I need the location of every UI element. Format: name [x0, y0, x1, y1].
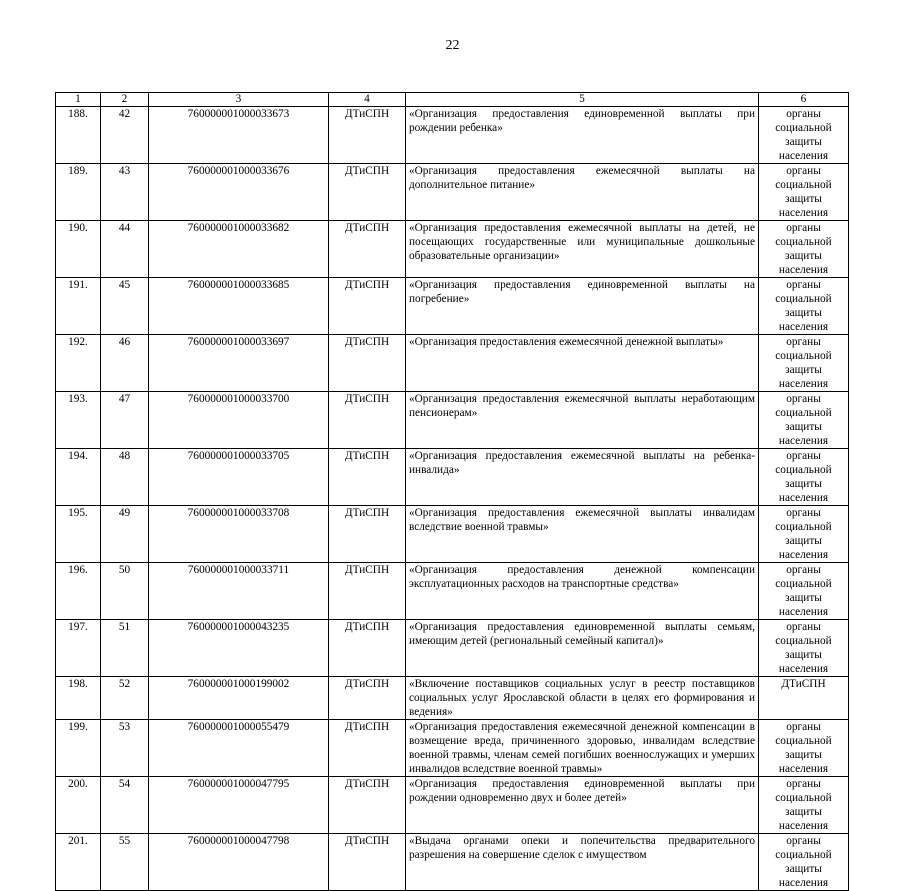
- service-code: 760000001000033697: [149, 335, 329, 392]
- service-code: 760000001000033676: [149, 164, 329, 221]
- table-row: [56, 335, 849, 392]
- table-row: [56, 449, 849, 506]
- table-row: [56, 834, 849, 891]
- service-description: «Организация предоставления единовременной выплаты на погребение»: [406, 278, 759, 335]
- service-description: «Организация предоставления денежной компенсации эксплуатационных расходов на транспортные средства»: [406, 563, 759, 620]
- responsible-body: органы социальной защиты населения: [759, 335, 849, 392]
- responsible-body: органы социальной защиты населения: [759, 392, 849, 449]
- service-code: 760000001000033708: [149, 506, 329, 563]
- table-row: [56, 392, 849, 449]
- row-index: 52: [101, 677, 149, 720]
- service-description: «Организация предоставления ежемесячной выплаты неработающим пенсионерам»: [406, 392, 759, 449]
- row-index: 53: [101, 720, 149, 777]
- services-table: [55, 92, 849, 891]
- row-index: 50: [101, 563, 149, 620]
- service-code: 760000001000033673: [149, 107, 329, 164]
- department: ДТиСПН: [329, 677, 406, 720]
- department: ДТиСПН: [329, 107, 406, 164]
- responsible-body: органы социальной защиты населения: [759, 620, 849, 677]
- responsible-body: органы социальной защиты населения: [759, 563, 849, 620]
- responsible-body: органы социальной защиты населения: [759, 720, 849, 777]
- table-row: [56, 563, 849, 620]
- department: ДТиСПН: [329, 777, 406, 834]
- table-row: [56, 164, 849, 221]
- row-index: 54: [101, 777, 149, 834]
- department: ДТиСПН: [329, 221, 406, 278]
- row-index: 42: [101, 107, 149, 164]
- row-index: 46: [101, 335, 149, 392]
- row-index: 51: [101, 620, 149, 677]
- service-description: «Включение поставщиков социальных услуг в реестр поставщиков социальных услуг Ярославской области в целях его формирования и ведения»: [406, 677, 759, 720]
- service-description: «Организация предоставления ежемесячной выплаты инвалидам вследствие военной травмы»: [406, 506, 759, 563]
- department: ДТиСПН: [329, 834, 406, 891]
- header-row: [56, 93, 849, 107]
- row-number: 193.: [56, 392, 101, 449]
- service-description: «Выдача органами опеки и попечительства предварительного разрешения на совершение сделок с имуществом: [406, 834, 759, 891]
- row-number: 188.: [56, 107, 101, 164]
- column-header: 6: [759, 93, 849, 107]
- table-row: [56, 777, 849, 834]
- service-description: «Организация предоставления единовременной выплаты семьям, имеющим детей (региональный семейный капитал)»: [406, 620, 759, 677]
- service-description: «Организация предоставления ежемесячной выплаты на дополнительное питание»: [406, 164, 759, 221]
- column-header: 3: [149, 93, 329, 107]
- row-number: 201.: [56, 834, 101, 891]
- row-number: 189.: [56, 164, 101, 221]
- row-index: 55: [101, 834, 149, 891]
- responsible-body: органы социальной защиты населения: [759, 506, 849, 563]
- responsible-body: органы социальной защиты населения: [759, 777, 849, 834]
- responsible-body: органы социальной защиты населения: [759, 834, 849, 891]
- row-index: 49: [101, 506, 149, 563]
- row-number: 197.: [56, 620, 101, 677]
- department: ДТиСПН: [329, 506, 406, 563]
- department: ДТиСПН: [329, 335, 406, 392]
- department: ДТиСПН: [329, 449, 406, 506]
- service-code: 760000001000033682: [149, 221, 329, 278]
- column-header: 4: [329, 93, 406, 107]
- service-code: 760000001000033700: [149, 392, 329, 449]
- service-code: 760000001000047795: [149, 777, 329, 834]
- table-row: [56, 221, 849, 278]
- service-code: 760000001000043235: [149, 620, 329, 677]
- service-description: «Организация предоставления единовременной выплаты при рождении ребенка»: [406, 107, 759, 164]
- responsible-body: органы социальной защиты населения: [759, 164, 849, 221]
- table-row: [56, 107, 849, 164]
- responsible-body: органы социальной защиты населения: [759, 107, 849, 164]
- table-row: [56, 720, 849, 777]
- row-number: 200.: [56, 777, 101, 834]
- table-row: [56, 620, 849, 677]
- row-number: 190.: [56, 221, 101, 278]
- row-index: 48: [101, 449, 149, 506]
- responsible-body: органы социальной защиты населения: [759, 449, 849, 506]
- service-description: «Организация предоставления ежемесячной денежной компенсации в возмещение вреда, причиненного здоровью, инвалидам вследствие военной травмы, членам семей погибших военнослужащих и умерших инвалидов вследствие военной травмы»: [406, 720, 759, 777]
- service-code: 760000001000033685: [149, 278, 329, 335]
- table-row: [56, 278, 849, 335]
- responsible-body: органы социальной защиты населения: [759, 221, 849, 278]
- service-description: «Организация предоставления ежемесячной выплаты на детей, не посещающих государственные или муниципальные дошкольные образовательные организации»: [406, 221, 759, 278]
- row-number: 196.: [56, 563, 101, 620]
- row-number: 199.: [56, 720, 101, 777]
- row-index: 45: [101, 278, 149, 335]
- service-code: 760000001000055479: [149, 720, 329, 777]
- service-code: 760000001000047798: [149, 834, 329, 891]
- department: ДТиСПН: [329, 164, 406, 221]
- department: ДТиСПН: [329, 392, 406, 449]
- row-index: 43: [101, 164, 149, 221]
- service-description: «Организация предоставления единовременной выплаты при рождении одновременно двух и более детей»: [406, 777, 759, 834]
- row-number: 198.: [56, 677, 101, 720]
- service-code: 760000001000033705: [149, 449, 329, 506]
- service-code: 760000001000033711: [149, 563, 329, 620]
- row-number: 195.: [56, 506, 101, 563]
- row-number: 191.: [56, 278, 101, 335]
- service-code: 760000001000199002: [149, 677, 329, 720]
- row-index: 47: [101, 392, 149, 449]
- row-index: 44: [101, 221, 149, 278]
- department: ДТиСПН: [329, 720, 406, 777]
- service-description: «Организация предоставления ежемесячной выплаты на ребенка-инвалида»: [406, 449, 759, 506]
- column-header: 1: [56, 93, 101, 107]
- responsible-body: органы социальной защиты населения: [759, 278, 849, 335]
- column-header: 2: [101, 93, 149, 107]
- department: ДТиСПН: [329, 563, 406, 620]
- service-description: «Организация предоставления ежемесячной денежной выплаты»: [406, 335, 759, 392]
- row-number: 192.: [56, 335, 101, 392]
- page-number: 22: [445, 38, 460, 53]
- table-row: [56, 677, 849, 720]
- row-number: 194.: [56, 449, 101, 506]
- responsible-body: ДТиСПН: [759, 677, 849, 720]
- column-header: 5: [406, 93, 759, 107]
- table-row: [56, 506, 849, 563]
- department: ДТиСПН: [329, 620, 406, 677]
- department: ДТиСПН: [329, 278, 406, 335]
